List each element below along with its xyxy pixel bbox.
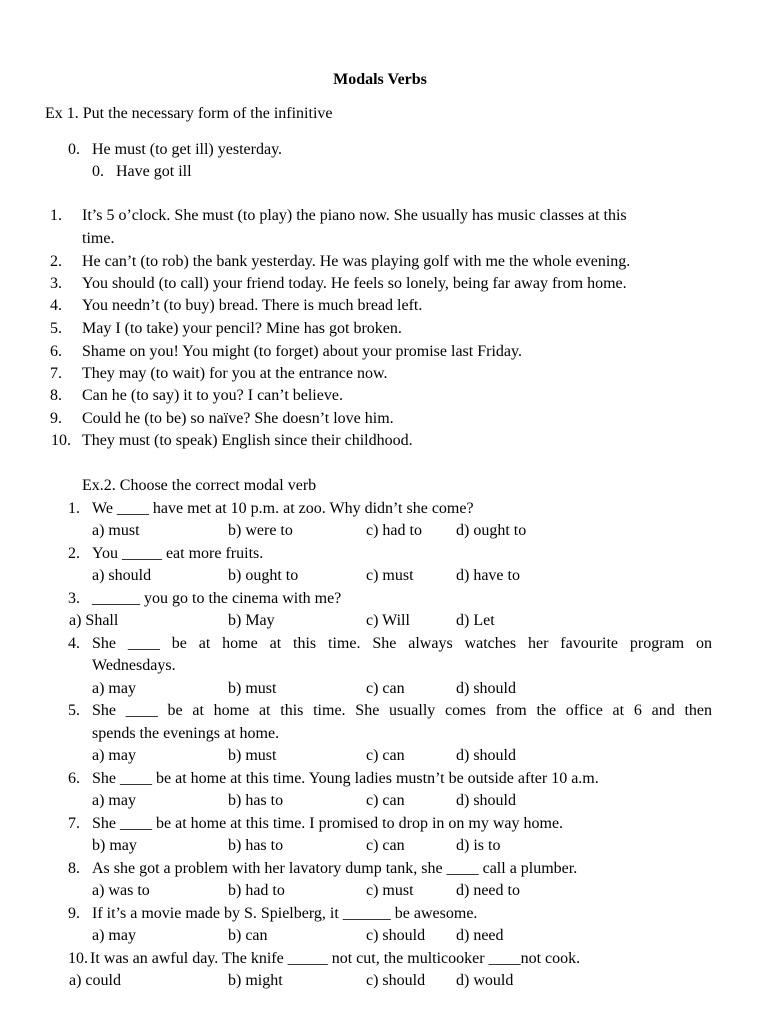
ex2-heading: Ex.2. Choose the correct modal verb — [82, 477, 317, 494]
ex2-question-number: 9. — [68, 905, 80, 922]
ex1-item-continuation: time. — [82, 230, 115, 247]
ex2-question-text: It was an awful day. The knife _____ not cut, the multicooker ____not cook. — [90, 950, 581, 967]
ex1-item-number: 9. — [50, 410, 62, 427]
ex2-option-b: b) has to — [228, 792, 284, 809]
ex2-option-d: d) need — [456, 927, 504, 944]
ex2-option-d: d) Let — [456, 612, 495, 629]
ex1-item-number: 1. — [50, 207, 62, 224]
ex2-option-a: a) may — [92, 792, 136, 809]
ex2-option-b: b) May — [228, 612, 275, 629]
page-title: Modals Verbs — [333, 71, 427, 88]
ex2-option-a: a) must — [92, 522, 140, 539]
ex2-question-text: We ____ have met at 10 p.m. at zoo. Why didn’t she come? — [92, 500, 474, 517]
ex2-question-continuation: spends the evenings at home. — [92, 725, 280, 742]
ex2-option-a: a) could — [69, 972, 121, 989]
ex2-option-b: b) ought to — [228, 567, 299, 584]
ex2-question-number: 2. — [68, 545, 80, 562]
ex1-example-answer: Have got ill — [116, 163, 192, 180]
ex1-example-text: He must (to get ill) yesterday. — [92, 141, 283, 158]
ex1-item-text: Could he (to be) so naïve? She doesn’t love him. — [82, 410, 394, 427]
ex1-item-text: They must (to speak) English since their childhood. — [82, 432, 413, 449]
ex2-question-number: 4. — [68, 635, 80, 652]
ex1-item-text: You should (to call) your friend today. He feels so lonely, being far away from home. — [82, 275, 627, 292]
ex1-item-text: He can’t (to rob) the bank yesterday. He was playing golf with me the whole evening. — [82, 253, 631, 270]
ex2-question-text: As she got a problem with her lavatory dump tank, she ____ call a plumber. — [92, 860, 578, 877]
ex2-option-b: b) had to — [228, 882, 285, 899]
ex2-question-number: 5. — [68, 702, 80, 719]
ex2-question-number: 8. — [68, 860, 80, 877]
ex1-item-text: You needn’t (to buy) bread. There is much bread left. — [82, 297, 423, 314]
ex1-item-number: 5. — [50, 320, 62, 337]
ex2-option-d: d) should — [456, 792, 516, 809]
ex2-option-a: a) may — [92, 680, 136, 697]
ex1-item-number: 8. — [50, 387, 62, 404]
ex1-item-number: 10. — [51, 432, 71, 449]
ex1-item-number: 4. — [50, 297, 62, 314]
ex1-item-number: 6. — [50, 343, 62, 360]
ex2-question-text: You _____ eat more fruits. — [92, 545, 264, 562]
ex2-option-b: b) might — [228, 972, 283, 989]
ex2-question-text: She ____ be at home at this time. Young ladies mustn’t be outside after 10 a.m. — [92, 770, 599, 787]
ex2-question-text: ______ you go to the cinema with me? — [92, 590, 342, 607]
ex2-option-c: c) should — [366, 972, 426, 989]
ex2-option-a: a) was to — [92, 882, 150, 899]
ex1-item-text: They may (to wait) for you at the entrance now. — [82, 365, 388, 382]
ex2-option-c: c) should — [366, 927, 426, 944]
ex1-example-answer-number: 0. — [92, 163, 104, 180]
ex2-option-c: c) Will — [366, 612, 410, 629]
ex1-item-text: May I (to take) your pencil? Mine has got broken. — [82, 320, 402, 337]
ex2-question-text: She ____ be at home at this time. She always watches her favourite program on — [92, 635, 712, 652]
ex2-option-b: b) must — [228, 747, 277, 764]
ex2-option-d: d) would — [456, 972, 514, 989]
ex1-item-text: It’s 5 o’clock. She must (to play) the piano now. She usually has music classes at this — [82, 207, 627, 224]
ex1-example-number: 0. — [68, 141, 80, 158]
ex2-option-d: d) have to — [456, 567, 520, 584]
ex2-question-number: 6. — [68, 770, 80, 787]
ex2-option-c: c) had to — [366, 522, 422, 539]
ex2-option-c: c) must — [366, 882, 414, 899]
ex2-option-c: c) can — [366, 747, 405, 764]
ex2-question-number: 10. — [68, 950, 88, 967]
ex2-option-d: d) ought to — [456, 522, 527, 539]
ex2-question-number: 1. — [68, 500, 80, 517]
ex2-option-a: b) may — [92, 837, 137, 854]
ex2-question-text: She ____ be at home at this time. I promised to drop in on my way home. — [92, 815, 564, 832]
ex2-option-b: b) were to — [228, 522, 293, 539]
ex2-option-a: a) Shall — [69, 612, 119, 629]
ex2-option-d: d) need to — [456, 882, 520, 899]
ex2-option-c: c) can — [366, 837, 405, 854]
ex2-option-d: d) should — [456, 747, 516, 764]
ex1-item-number: 3. — [50, 275, 62, 292]
ex1-item-text: Can he (to say) it to you? I can’t believe. — [82, 387, 343, 404]
ex2-question-text: She ____ be at home at this time. She usually comes from the office at 6 and then — [92, 702, 712, 719]
ex2-option-b: b) has to — [228, 837, 284, 854]
ex2-option-c: c) can — [366, 792, 405, 809]
ex1-item-number: 2. — [50, 253, 62, 270]
ex2-option-b: b) can — [228, 927, 268, 944]
ex2-question-number: 3. — [68, 590, 80, 607]
ex1-heading: Ex 1. Put the necessary form of the infinitive — [45, 105, 333, 122]
ex1-item-text: Shame on you! You might (to forget) about your promise last Friday. — [82, 343, 522, 360]
ex2-option-c: c) must — [366, 567, 414, 584]
ex1-item-number: 7. — [50, 365, 62, 382]
ex2-option-b: b) must — [228, 680, 277, 697]
ex2-option-a: a) may — [92, 747, 136, 764]
ex2-option-d: d) is to — [456, 837, 501, 854]
ex2-question-continuation: Wednesdays. — [92, 657, 176, 674]
ex2-question-text: If it’s a movie made by S. Spielberg, it ______ be awesome. — [92, 905, 478, 922]
ex2-option-a: a) should — [92, 567, 152, 584]
ex2-option-d: d) should — [456, 680, 516, 697]
ex2-option-a: a) may — [92, 927, 136, 944]
ex2-option-c: c) can — [366, 680, 405, 697]
ex2-question-number: 7. — [68, 815, 80, 832]
